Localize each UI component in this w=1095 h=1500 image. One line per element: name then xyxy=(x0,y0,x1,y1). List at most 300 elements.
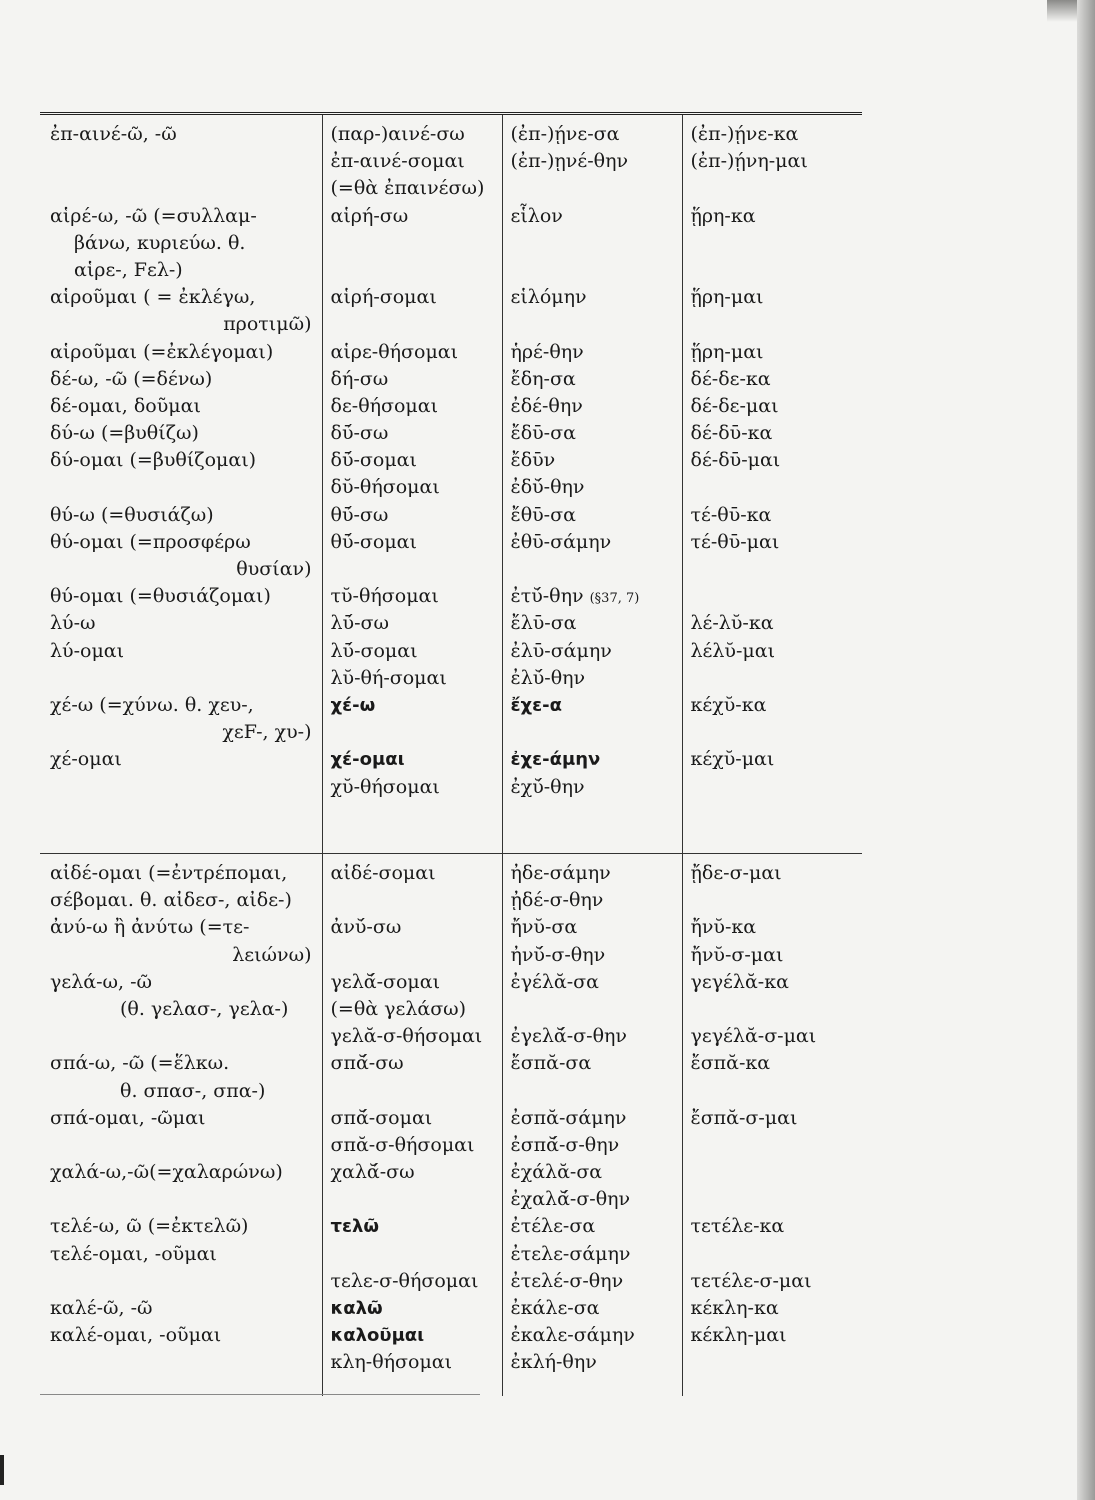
table-cell-line xyxy=(50,1241,318,1268)
table-cell-line xyxy=(511,1213,678,1240)
table-cell-line xyxy=(511,1322,678,1349)
verb-form: ἐπ-αινέ-ῶ, -ῶ xyxy=(50,123,177,145)
verb-form: τῠ-θήσομαι xyxy=(330,585,439,608)
verb-form: τέ-θῡ-μαι xyxy=(690,530,780,553)
table-cell-line xyxy=(50,996,318,1023)
table-cell-line xyxy=(50,1132,318,1159)
table-cell-line xyxy=(691,474,859,501)
verb-form: αἱροῦμαι (=ἐκλέγομαι) xyxy=(50,340,274,363)
table-cell-line xyxy=(691,148,859,175)
verb-form: ἐχε-άμην xyxy=(510,749,601,771)
table-cell-line xyxy=(331,1241,498,1268)
table-cell-line xyxy=(511,996,678,1023)
verb-form: εἱλόμην xyxy=(510,286,587,309)
table-cell-line xyxy=(691,583,859,610)
table-cell-line xyxy=(691,1159,859,1186)
present-column xyxy=(40,854,322,1396)
table-cell-line xyxy=(691,1186,859,1213)
table-cell-line xyxy=(691,1213,859,1240)
table-cell-line xyxy=(691,1050,859,1077)
verb-form: ᾕρη-μαι xyxy=(690,286,764,309)
table-cell-line xyxy=(331,257,498,284)
table-cell-line xyxy=(691,1132,859,1159)
table-cell-line xyxy=(691,393,859,420)
verb-form: ἐσπᾰ́-σ-θην xyxy=(510,1133,620,1156)
table-cell-line xyxy=(511,284,678,311)
table-cell-line xyxy=(691,230,859,257)
verb-form: ἐθῡ-σάμην xyxy=(510,530,612,553)
verb-form: ᾕρη-κα xyxy=(690,204,756,227)
verb-form: (ἐπ-)ῄνε-κα xyxy=(690,123,799,145)
verb-form: δῡ́-σομαι xyxy=(330,449,417,472)
verb-form: ἐτέλε-σα xyxy=(510,1215,596,1238)
verb-form: καλέ-ομαι, -οῦμαι xyxy=(50,1324,222,1347)
verb-form: θῡ́-σω xyxy=(330,503,389,526)
verb-form: ἐγελᾰ́-σ-θην xyxy=(510,1025,627,1048)
table-cell-line xyxy=(50,502,318,529)
table-cell-line xyxy=(331,121,498,148)
table-cell-line xyxy=(50,257,318,284)
verb-form: ἐχῠ́-θην xyxy=(510,775,585,798)
table-cell-line xyxy=(691,257,859,284)
perfect-column xyxy=(682,114,862,854)
verb-form: λῡ́-σω xyxy=(330,612,389,635)
table-cell-line xyxy=(50,1105,318,1132)
verb-form: θυσίαν) xyxy=(236,558,312,580)
table-cell-line xyxy=(511,774,678,801)
verb-form: ἔδῡ-σα xyxy=(510,422,576,445)
verb-form: ἡρέ-θην xyxy=(510,340,584,363)
table-cell-line xyxy=(331,284,498,311)
table-cell-line xyxy=(511,556,678,583)
verb-form: αἱρε-, Fελ-) xyxy=(74,258,183,281)
verb-form: δέ-ω, -ῶ (=δένω) xyxy=(50,367,213,390)
verb-form: ἐπ-αινέ-σομαι xyxy=(330,150,465,173)
verb-form: γεγέλᾰ-κα xyxy=(690,970,789,993)
table-cell-line xyxy=(511,1241,678,1268)
table-cell-line xyxy=(331,447,498,474)
perfect-column xyxy=(682,854,862,1396)
table-cell-line xyxy=(691,969,859,996)
table-cell-line xyxy=(511,1050,678,1077)
page-corner-shadow xyxy=(1047,0,1077,22)
table-cell-line xyxy=(331,860,498,887)
verb-form: τετέλε-σ-μαι xyxy=(690,1269,812,1292)
verb-form: σπᾰ́-σομαι xyxy=(330,1106,433,1129)
verb-form: χέ-ω xyxy=(330,694,376,716)
table-cell-line xyxy=(331,969,498,996)
verb-form: ἠνῠ́-σ-θην xyxy=(510,943,606,966)
table-cell-line xyxy=(691,746,859,773)
table-cell-line xyxy=(511,366,678,393)
table-cell-line xyxy=(511,393,678,420)
table-cell-line xyxy=(331,638,498,665)
table-cell-line xyxy=(331,1159,498,1186)
table-cell-line xyxy=(691,887,859,914)
table-cell-line xyxy=(691,175,859,202)
verb-form: ἠδε-σάμην xyxy=(510,862,611,884)
page-edge xyxy=(1077,0,1095,1500)
table-cell-line xyxy=(691,610,859,637)
table-cell-line xyxy=(331,175,498,202)
table-cell-line xyxy=(50,420,318,447)
table-cell-line xyxy=(691,420,859,447)
verb-form: ἐδέ-θην xyxy=(510,394,583,417)
table-cell-line xyxy=(691,638,859,665)
table-cell-line xyxy=(50,746,318,773)
scan-mark xyxy=(0,1455,4,1485)
verb-form: ἔσπᾰ-κα xyxy=(690,1052,771,1075)
future-column xyxy=(322,114,502,854)
table-cell-line xyxy=(50,393,318,420)
verb-form: ἔδῡν xyxy=(510,449,556,472)
table-cell-line xyxy=(50,942,318,969)
verb-form: καλοῦμαι xyxy=(330,1325,425,1347)
verb-form: αἱροῦμαι ( = ἐκλέγω, xyxy=(50,286,256,309)
verb-form: χαλά-ω,-ῶ(=χαλαρώνω) xyxy=(50,1161,283,1184)
verb-form: δε-θήσομαι xyxy=(330,394,439,417)
table-cell-line xyxy=(50,1295,318,1322)
table-cell-line xyxy=(691,914,859,941)
table-cell-line xyxy=(50,203,318,230)
verb-form: (=θὰ γελάσω) xyxy=(330,997,467,1020)
table-cell-line xyxy=(691,1322,859,1349)
table-cell-line xyxy=(511,420,678,447)
table-cell-line xyxy=(50,556,318,583)
table-cell-line xyxy=(691,447,859,474)
table-cell-line xyxy=(331,996,498,1023)
verb-form: ἔθῡ-σα xyxy=(510,503,576,526)
verb-form: ἔσπᾰ-σ-μαι xyxy=(690,1106,798,1129)
table-cell-line xyxy=(511,969,678,996)
table-cell-line xyxy=(511,311,678,338)
table-cell-line xyxy=(50,311,318,338)
verb-form: κλη-θήσομαι xyxy=(330,1351,453,1374)
table-cell-line xyxy=(331,692,498,719)
table-cell-line xyxy=(511,1023,678,1050)
table-cell-line xyxy=(50,610,318,637)
table-cell-line xyxy=(691,1241,859,1268)
table-cell-line xyxy=(511,665,678,692)
verb-form: αἰδέ-ομαι (=ἐντρέπομαι, xyxy=(50,862,288,884)
verb-form: (ἐπ-)ῄνη-μαι xyxy=(690,150,808,173)
table-cell-line xyxy=(331,203,498,230)
verb-form: λέ-λῠ-κα xyxy=(690,612,774,635)
table-cell-line xyxy=(691,1105,859,1132)
table-cell-line xyxy=(331,1023,498,1050)
table-cell-line xyxy=(511,447,678,474)
verb-form: ἐτελε-σάμην xyxy=(510,1242,631,1265)
table-cell-line xyxy=(691,1268,859,1295)
verb-form: ἐτελέ-σ-θην xyxy=(510,1269,624,1292)
table-cell-line xyxy=(511,1186,678,1213)
table-cell-line xyxy=(50,1050,318,1077)
verb-form: κέχῠ-μαι xyxy=(690,748,775,771)
verb-form: (ἐπ-)ῃνέ-θην xyxy=(510,150,628,173)
table-cell-line xyxy=(50,583,318,610)
verb-form: ἐδῠ́-θην xyxy=(510,476,585,499)
table-cell-line xyxy=(331,1268,498,1295)
verb-form: ἤνῠ-σα xyxy=(510,916,578,939)
table-cell-line xyxy=(50,447,318,474)
table-cell-line xyxy=(331,502,498,529)
table-cell-line xyxy=(50,175,318,202)
verb-form: λέλῠ-μαι xyxy=(690,639,776,662)
verb-form: ἤνῠ-σ-μαι xyxy=(690,943,784,966)
table-section-1 xyxy=(40,114,862,854)
verb-form: χέ-ομαι xyxy=(330,749,405,771)
table-cell-line xyxy=(331,1295,498,1322)
aorist-column xyxy=(502,114,682,854)
aorist-column xyxy=(502,854,682,1396)
table-cell-line xyxy=(331,610,498,637)
table-cell-line xyxy=(50,665,318,692)
verb-form: καλέ-ῶ, -ῶ xyxy=(50,1297,153,1319)
verb-form: τελε-σ-θήσομαι xyxy=(330,1269,479,1292)
table-cell-line xyxy=(331,556,498,583)
verb-form: ἔσπᾰ-σα xyxy=(510,1052,592,1075)
verb-form: τελέ-ω, ῶ (=ἐκτελῶ) xyxy=(50,1215,249,1238)
table-cell-line xyxy=(691,311,859,338)
table-cell-line xyxy=(50,860,318,887)
verb-form: τέ-θῡ-κα xyxy=(690,503,772,526)
table-cell-line xyxy=(691,665,859,692)
table-cell-line xyxy=(50,692,318,719)
table-cell-line xyxy=(691,692,859,719)
verb-form: (ἐπ-)ῄνε-σα xyxy=(510,123,620,145)
table-cell-line xyxy=(50,1159,318,1186)
table-cell-line xyxy=(331,529,498,556)
table-cell-line xyxy=(691,502,859,529)
verb-form: κέκλη-μαι xyxy=(690,1324,787,1347)
table-cell-line xyxy=(331,1349,498,1376)
verb-form: σπᾰ́-σω xyxy=(330,1052,404,1075)
verb-form: θύ-ομαι (=θυσιάζομαι) xyxy=(50,585,271,608)
table-cell-line xyxy=(691,996,859,1023)
table-cell-line xyxy=(50,969,318,996)
table-cell-line xyxy=(511,474,678,501)
verb-form: ἐχάλᾰ-σα xyxy=(510,1161,603,1184)
verb-form: ἐχαλᾰ́-σ-θην xyxy=(510,1188,631,1211)
table-cell-line xyxy=(691,203,859,230)
verb-form: δέ-ομαι, δοῦμαι xyxy=(50,394,201,417)
table-cell-line xyxy=(331,474,498,501)
table-cell-line xyxy=(331,339,498,366)
bottom-rule xyxy=(40,1394,480,1395)
table-cell-line xyxy=(331,1132,498,1159)
table-cell-line xyxy=(50,1322,318,1349)
table-cell-line xyxy=(511,121,678,148)
table-cell-line xyxy=(50,719,318,746)
table-cell-line xyxy=(331,887,498,914)
verb-form: γελά-ω, -ῶ xyxy=(50,970,152,993)
table-cell-line xyxy=(50,121,318,148)
verb-form: ἀνῠ́-σω xyxy=(330,916,402,939)
table-cell-line xyxy=(691,1078,859,1105)
table-cell-line xyxy=(50,638,318,665)
table-cell-line xyxy=(50,1268,318,1295)
verb-form: ἀνύ-ω ἢ ἀνύτω (=τε- xyxy=(50,916,250,939)
table-cell-line xyxy=(50,148,318,175)
table-cell-line xyxy=(331,311,498,338)
verb-form: ᾕρη-μαι xyxy=(690,340,764,363)
verb-form: γεγέλᾰ-σ-μαι xyxy=(690,1025,817,1048)
table-cell-line xyxy=(691,121,859,148)
verb-form: χέ-ω (=χύνω. θ. χευ-, xyxy=(50,693,254,716)
verb-form: λῠ-θή-σομαι xyxy=(330,666,447,689)
table-cell-line xyxy=(691,366,859,393)
verb-form: σπά-ω, -ῶ (=ἕλκω. xyxy=(50,1052,230,1075)
table-cell-line xyxy=(331,774,498,801)
table-cell-line xyxy=(511,719,678,746)
table-cell-line xyxy=(511,887,678,914)
verb-form: καλῶ xyxy=(330,1298,383,1319)
table-cell-line xyxy=(511,914,678,941)
verb-form: δύ-ομαι (=βυθίζομαι) xyxy=(50,449,257,472)
table-cell-line xyxy=(331,719,498,746)
verb-form: (θ. γελασ-, γελα-) xyxy=(120,997,289,1020)
verb-form: ἐσπᾰ-σάμην xyxy=(510,1106,627,1129)
table-cell-line xyxy=(691,860,859,887)
verb-form: ἐκάλε-σα xyxy=(510,1297,600,1319)
table-cell-line xyxy=(331,1105,498,1132)
verb-form: αἱρή-σω xyxy=(330,204,409,227)
verb-form: ἔδη-σα xyxy=(510,367,576,390)
table-cell-line xyxy=(50,339,318,366)
verb-form: δῠ-θήσομαι xyxy=(330,476,440,499)
table-cell-line xyxy=(691,719,859,746)
future-column xyxy=(322,854,502,1396)
verb-form: δέ-δε-μαι xyxy=(690,394,779,417)
table-cell-line xyxy=(50,474,318,501)
table-cell-line xyxy=(691,556,859,583)
verb-form: λύ-ω xyxy=(50,612,96,635)
verb-form: βάνω, κυριεύω. θ. xyxy=(74,231,246,254)
table-cell-line xyxy=(331,1186,498,1213)
table-cell-line xyxy=(511,502,678,529)
verb-form: ἔλῡ-σα xyxy=(510,612,577,635)
verb-form: δέ-δε-κα xyxy=(690,367,771,390)
verb-form: ἐκλή-θην xyxy=(510,1351,597,1374)
verb-form: αἰδέ-σομαι xyxy=(330,862,436,884)
verb-form: θ. σπασ-, σπα-) xyxy=(120,1079,266,1102)
verb-form: δῡ́-σω xyxy=(330,422,389,445)
verb-form: χῠ-θήσομαι xyxy=(330,775,440,798)
verb-form: αἱρή-σομαι xyxy=(330,286,437,309)
table-cell-line xyxy=(50,1213,318,1240)
table-cell-line xyxy=(331,583,498,610)
verb-form: λῡ́-σομαι xyxy=(330,639,418,662)
present-column xyxy=(40,114,322,854)
table-cell-line xyxy=(50,366,318,393)
verb-form: ἐκαλε-σάμην xyxy=(510,1324,635,1347)
table-cell-line xyxy=(50,529,318,556)
verb-form: λειώνω) xyxy=(232,943,312,966)
verb-form: ἐγέλᾰ-σα xyxy=(510,970,599,993)
table-cell-line xyxy=(691,284,859,311)
table-section-2 xyxy=(40,854,862,1396)
verb-form: θῡ́-σομαι xyxy=(330,530,417,553)
verb-form: αἱρε-θήσομαι xyxy=(330,340,459,363)
table-cell-line xyxy=(50,1186,318,1213)
table-cell-line xyxy=(511,610,678,637)
table-cell-line xyxy=(331,1213,498,1240)
table-cell-line xyxy=(331,942,498,969)
table-cell-line xyxy=(691,942,859,969)
table-cell-line xyxy=(331,914,498,941)
table-cell-line xyxy=(511,1159,678,1186)
table-cell-line xyxy=(511,1295,678,1322)
verb-form: σπά-ομαι, -ῶμαι xyxy=(50,1106,206,1129)
verb-form: γελᾰ-σ-θήσομαι xyxy=(330,1025,483,1048)
verb-form: ᾐδέ-σ-θην xyxy=(510,889,604,912)
verb-form: σέβομαι. θ. αἰδεσ-, αἰδε-) xyxy=(50,889,292,912)
table-cell-line xyxy=(511,339,678,366)
verb-form: προτιμῶ) xyxy=(223,313,312,336)
table-cell-line xyxy=(691,1295,859,1322)
verb-form: γελᾰ́-σομαι xyxy=(330,970,441,993)
table-cell-line xyxy=(511,175,678,202)
verb-form: κέχῠ-κα xyxy=(690,693,767,716)
table-cell-line xyxy=(511,148,678,175)
verb-form: τελέ-ομαι, -οῦμαι xyxy=(50,1242,217,1265)
verb-conjugation-table xyxy=(40,112,862,1396)
verb-form: εἷλον xyxy=(510,204,563,227)
verb-form: (=θὰ ἐπαινέσω) xyxy=(330,177,485,200)
table-cell-line xyxy=(331,1078,498,1105)
table-cell-line xyxy=(50,1078,318,1105)
table-cell-line xyxy=(511,860,678,887)
verb-form: σπᾰ-σ-θήσομαι xyxy=(330,1133,475,1156)
table-cell-line xyxy=(331,230,498,257)
verb-form: χέ-ομαι xyxy=(50,748,122,771)
table-cell-line xyxy=(50,230,318,257)
verb-form: θύ-ομαι (=προσφέρω xyxy=(50,530,251,553)
verb-form: ἐτῠ́-θην xyxy=(510,585,584,608)
table-cell-line xyxy=(691,339,859,366)
table-cell-line xyxy=(511,257,678,284)
table-cell-line xyxy=(511,1349,678,1376)
table-cell-line xyxy=(50,284,318,311)
table-cell-line xyxy=(331,665,498,692)
table-cell-line xyxy=(511,203,678,230)
verb-form: (παρ-)αινέ-σω xyxy=(330,123,465,145)
table-cell-line xyxy=(331,366,498,393)
verb-form: ἐλῡ-σάμην xyxy=(510,639,612,662)
section-reference: (§37, 7) xyxy=(589,591,640,607)
verb-form: τελῶ xyxy=(330,1216,380,1238)
table-cell-line xyxy=(511,583,678,610)
table-cell-line xyxy=(331,746,498,773)
table-cell-line xyxy=(511,1132,678,1159)
verb-form: δέ-δῡ-κα xyxy=(690,422,773,445)
table-cell-line xyxy=(511,746,678,773)
verb-form: λύ-ομαι xyxy=(50,639,125,662)
table-cell-line xyxy=(511,1105,678,1132)
table-cell-line xyxy=(331,1050,498,1077)
verb-form: κέκλη-κα xyxy=(690,1297,779,1319)
table-cell-line xyxy=(331,1322,498,1349)
table-cell-line xyxy=(511,692,678,719)
table-cell-line xyxy=(50,914,318,941)
table-cell-line xyxy=(511,1268,678,1295)
verb-form: αἱρέ-ω, -ῶ (=συλλαμ- xyxy=(50,204,257,227)
table-cell-line xyxy=(50,887,318,914)
verb-form: ἐλῠ́-θην xyxy=(510,666,586,689)
verb-form: δή-σω xyxy=(330,367,389,390)
table-cell-line xyxy=(511,529,678,556)
table-cell-line xyxy=(50,1023,318,1050)
